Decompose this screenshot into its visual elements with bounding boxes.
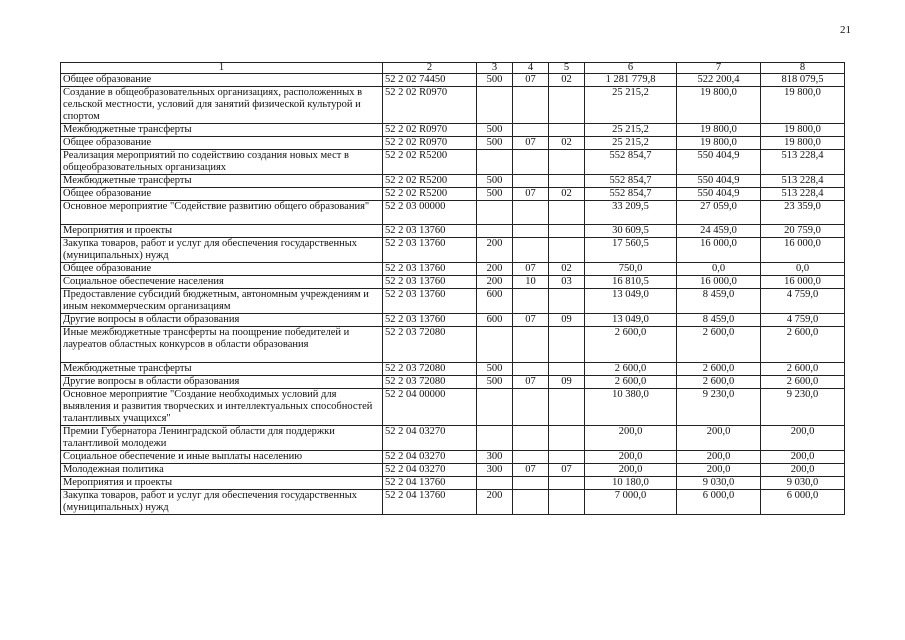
subsection-cell bbox=[549, 175, 585, 188]
code-cell: 52 2 04 00000 bbox=[383, 389, 477, 426]
section-cell bbox=[513, 426, 549, 451]
section-cell bbox=[513, 150, 549, 175]
amount-cell: 200,0 bbox=[677, 426, 761, 451]
table-row bbox=[61, 464, 845, 477]
amount-cell: 25 215,2 bbox=[585, 124, 677, 137]
amount-cell: 9 030,0 bbox=[677, 477, 761, 490]
header-cell: 1 bbox=[61, 63, 383, 74]
expense-type-cell: 500 bbox=[477, 124, 513, 137]
expense-type-cell bbox=[477, 225, 513, 238]
amount-cell: 19 800,0 bbox=[761, 87, 845, 124]
expense-type-cell: 500 bbox=[477, 137, 513, 150]
amount-cell: 13 049,0 bbox=[585, 289, 677, 314]
subsection-cell bbox=[549, 477, 585, 490]
name-cell: Общее образование bbox=[61, 263, 383, 276]
subsection-cell: 03 bbox=[549, 276, 585, 289]
code-cell: 52 2 02 R0970 bbox=[383, 137, 477, 150]
section-cell bbox=[513, 451, 549, 464]
amount-cell: 13 049,0 bbox=[585, 314, 677, 327]
amount-cell: 552 854,7 bbox=[585, 175, 677, 188]
amount-cell: 20 759,0 bbox=[761, 225, 845, 238]
amount-cell: 2 600,0 bbox=[677, 376, 761, 389]
expense-type-cell bbox=[477, 87, 513, 124]
amount-cell: 200,0 bbox=[677, 451, 761, 464]
code-cell: 52 2 03 72080 bbox=[383, 376, 477, 389]
table-row bbox=[61, 276, 845, 289]
amount-cell: 2 600,0 bbox=[585, 376, 677, 389]
expense-type-cell: 500 bbox=[477, 175, 513, 188]
subsection-cell: 09 bbox=[549, 376, 585, 389]
amount-cell: 16 000,0 bbox=[677, 238, 761, 263]
code-cell: 52 2 02 R0970 bbox=[383, 124, 477, 137]
table-row bbox=[61, 87, 845, 124]
code-cell: 52 2 03 13760 bbox=[383, 238, 477, 263]
amount-cell: 6 000,0 bbox=[677, 490, 761, 515]
table-row bbox=[61, 137, 845, 150]
amount-cell: 4 759,0 bbox=[761, 289, 845, 314]
section-cell: 10 bbox=[513, 276, 549, 289]
amount-cell: 513 228,4 bbox=[761, 188, 845, 201]
amount-cell: 552 854,7 bbox=[585, 188, 677, 201]
expense-type-cell: 200 bbox=[477, 238, 513, 263]
code-cell: 52 2 03 13760 bbox=[383, 314, 477, 327]
subsection-cell bbox=[549, 124, 585, 137]
amount-cell: 6 000,0 bbox=[761, 490, 845, 515]
table-row bbox=[61, 201, 845, 225]
subsection-cell: 02 bbox=[549, 263, 585, 276]
amount-cell: 4 759,0 bbox=[761, 314, 845, 327]
subsection-cell bbox=[549, 87, 585, 124]
table-row bbox=[61, 426, 845, 451]
section-cell: 07 bbox=[513, 74, 549, 87]
name-cell: Социальное обеспечение населения bbox=[61, 276, 383, 289]
amount-cell: 25 215,2 bbox=[585, 87, 677, 124]
amount-cell: 19 800,0 bbox=[677, 137, 761, 150]
amount-cell: 200,0 bbox=[761, 451, 845, 464]
name-cell: Межбюджетные трансферты bbox=[61, 175, 383, 188]
expense-type-cell: 500 bbox=[477, 188, 513, 201]
amount-cell: 513 228,4 bbox=[761, 175, 845, 188]
header-cell: 3 bbox=[477, 63, 513, 74]
code-cell: 52 2 03 72080 bbox=[383, 327, 477, 363]
table-row bbox=[61, 389, 845, 426]
header-cell: 6 bbox=[585, 63, 677, 74]
amount-cell: 10 180,0 bbox=[585, 477, 677, 490]
subsection-cell bbox=[549, 327, 585, 363]
table-row bbox=[61, 188, 845, 201]
name-cell: Мероприятия и проекты bbox=[61, 225, 383, 238]
amount-cell: 2 600,0 bbox=[761, 363, 845, 376]
amount-cell: 200,0 bbox=[761, 464, 845, 477]
amount-cell: 33 209,5 bbox=[585, 201, 677, 225]
name-cell: Основное мероприятие "Создание необходимых условий для выявления и развития творческих и интеллектуальных способностей талантливых учащихся" bbox=[61, 389, 383, 426]
amount-cell: 200,0 bbox=[761, 426, 845, 451]
table-row bbox=[61, 175, 845, 188]
expense-type-cell: 500 bbox=[477, 363, 513, 376]
code-cell: 52 2 02 R0970 bbox=[383, 87, 477, 124]
amount-cell: 818 079,5 bbox=[761, 74, 845, 87]
expense-type-cell: 200 bbox=[477, 263, 513, 276]
section-cell: 07 bbox=[513, 188, 549, 201]
amount-cell: 2 600,0 bbox=[585, 363, 677, 376]
subsection-cell bbox=[549, 363, 585, 376]
header-cell: 5 bbox=[549, 63, 585, 74]
code-cell: 52 2 03 72080 bbox=[383, 363, 477, 376]
section-cell bbox=[513, 389, 549, 426]
amount-cell: 550 404,9 bbox=[677, 175, 761, 188]
table-row bbox=[61, 477, 845, 490]
amount-cell: 522 200,4 bbox=[677, 74, 761, 87]
header-cell: 7 bbox=[677, 63, 761, 74]
amount-cell: 550 404,9 bbox=[677, 188, 761, 201]
subsection-cell bbox=[549, 451, 585, 464]
section-cell: 07 bbox=[513, 137, 549, 150]
name-cell: Общее образование bbox=[61, 137, 383, 150]
code-cell: 52 2 02 R5200 bbox=[383, 175, 477, 188]
expense-type-cell: 600 bbox=[477, 289, 513, 314]
subsection-cell: 02 bbox=[549, 74, 585, 87]
subsection-cell bbox=[549, 426, 585, 451]
name-cell: Закупка товаров, работ и услуг для обеспечения государственных (муниципальных) нужд bbox=[61, 490, 383, 515]
header-row bbox=[61, 63, 845, 74]
amount-cell: 16 810,5 bbox=[585, 276, 677, 289]
amount-cell: 750,0 bbox=[585, 263, 677, 276]
amount-cell: 16 000,0 bbox=[761, 276, 845, 289]
header-cell: 4 bbox=[513, 63, 549, 74]
expense-type-cell bbox=[477, 201, 513, 225]
table-row bbox=[61, 490, 845, 515]
expense-type-cell bbox=[477, 477, 513, 490]
table-row bbox=[61, 363, 845, 376]
amount-cell: 200,0 bbox=[585, 451, 677, 464]
subsection-cell bbox=[549, 201, 585, 225]
amount-cell: 0,0 bbox=[761, 263, 845, 276]
amount-cell: 10 380,0 bbox=[585, 389, 677, 426]
table-row bbox=[61, 238, 845, 263]
code-cell: 52 2 02 R5200 bbox=[383, 188, 477, 201]
expense-type-cell: 500 bbox=[477, 376, 513, 389]
amount-cell: 200,0 bbox=[585, 426, 677, 451]
expense-type-cell: 600 bbox=[477, 314, 513, 327]
amount-cell: 19 800,0 bbox=[677, 124, 761, 137]
amount-cell: 25 215,2 bbox=[585, 137, 677, 150]
code-cell: 52 2 04 03270 bbox=[383, 451, 477, 464]
name-cell: Общее образование bbox=[61, 188, 383, 201]
section-cell bbox=[513, 201, 549, 225]
amount-cell: 19 800,0 bbox=[761, 124, 845, 137]
amount-cell: 200,0 bbox=[677, 464, 761, 477]
expense-type-cell bbox=[477, 426, 513, 451]
amount-cell: 2 600,0 bbox=[585, 327, 677, 363]
section-cell bbox=[513, 225, 549, 238]
subsection-cell bbox=[549, 490, 585, 515]
section-cell: 07 bbox=[513, 314, 549, 327]
table-row bbox=[61, 74, 845, 87]
name-cell: Другие вопросы в области образования bbox=[61, 376, 383, 389]
name-cell: Межбюджетные трансферты bbox=[61, 124, 383, 137]
name-cell: Закупка товаров, работ и услуг для обеспечения государственных (муниципальных) нужд bbox=[61, 238, 383, 263]
amount-cell: 9 230,0 bbox=[761, 389, 845, 426]
name-cell: Реализация мероприятий по содействию создания новых мест в общеобразовательных организациях bbox=[61, 150, 383, 175]
name-cell: Другие вопросы в области образования bbox=[61, 314, 383, 327]
amount-cell: 513 228,4 bbox=[761, 150, 845, 175]
amount-cell: 2 600,0 bbox=[761, 327, 845, 363]
section-cell bbox=[513, 327, 549, 363]
subsection-cell: 02 bbox=[549, 188, 585, 201]
page-number: 21 bbox=[840, 24, 851, 36]
amount-cell: 2 600,0 bbox=[677, 327, 761, 363]
code-cell: 52 2 04 13760 bbox=[383, 477, 477, 490]
name-cell: Социальное обеспечение и иные выплаты населению bbox=[61, 451, 383, 464]
table-row bbox=[61, 376, 845, 389]
amount-cell: 1 281 779,8 bbox=[585, 74, 677, 87]
expense-type-cell: 500 bbox=[477, 74, 513, 87]
table-row bbox=[61, 225, 845, 238]
amount-cell: 19 800,0 bbox=[761, 137, 845, 150]
section-cell: 07 bbox=[513, 376, 549, 389]
name-cell: Премии Губернатора Ленинградской области для поддержки талантливой молодежи bbox=[61, 426, 383, 451]
expense-type-cell: 300 bbox=[477, 464, 513, 477]
subsection-cell: 09 bbox=[549, 314, 585, 327]
amount-cell: 8 459,0 bbox=[677, 314, 761, 327]
expense-type-cell bbox=[477, 150, 513, 175]
header-cell: 2 bbox=[383, 63, 477, 74]
amount-cell: 30 609,5 bbox=[585, 225, 677, 238]
amount-cell: 8 459,0 bbox=[677, 289, 761, 314]
code-cell: 52 2 04 03270 bbox=[383, 464, 477, 477]
table-row bbox=[61, 327, 845, 363]
amount-cell: 7 000,0 bbox=[585, 490, 677, 515]
section-cell bbox=[513, 175, 549, 188]
code-cell: 52 2 04 03270 bbox=[383, 426, 477, 451]
code-cell: 52 2 02 74450 bbox=[383, 74, 477, 87]
table-row bbox=[61, 289, 845, 314]
section-cell bbox=[513, 477, 549, 490]
table-body bbox=[61, 74, 845, 515]
code-cell: 52 2 03 13760 bbox=[383, 276, 477, 289]
subsection-cell bbox=[549, 238, 585, 263]
expense-type-cell: 200 bbox=[477, 276, 513, 289]
amount-cell: 2 600,0 bbox=[761, 376, 845, 389]
name-cell: Молодежная политика bbox=[61, 464, 383, 477]
name-cell: Межбюджетные трансферты bbox=[61, 363, 383, 376]
section-cell bbox=[513, 124, 549, 137]
subsection-cell: 02 bbox=[549, 137, 585, 150]
expense-type-cell: 200 bbox=[477, 490, 513, 515]
amount-cell: 2 600,0 bbox=[677, 363, 761, 376]
amount-cell: 16 000,0 bbox=[677, 276, 761, 289]
name-cell: Иные межбюджетные трансферты на поощрение победителей и лауреатов областных конкурсов в области образования bbox=[61, 327, 383, 363]
amount-cell: 17 560,5 bbox=[585, 238, 677, 263]
budget-table bbox=[60, 62, 845, 515]
expense-type-cell bbox=[477, 327, 513, 363]
subsection-cell bbox=[549, 225, 585, 238]
expense-type-cell: 300 bbox=[477, 451, 513, 464]
section-cell: 07 bbox=[513, 263, 549, 276]
header-cell: 8 bbox=[761, 63, 845, 74]
code-cell: 52 2 02 R5200 bbox=[383, 150, 477, 175]
code-cell: 52 2 04 13760 bbox=[383, 490, 477, 515]
name-cell: Основное мероприятие "Содействие развитию общего образования" bbox=[61, 201, 383, 225]
section-cell bbox=[513, 363, 549, 376]
expense-type-cell bbox=[477, 389, 513, 426]
amount-cell: 9 030,0 bbox=[761, 477, 845, 490]
table-row bbox=[61, 314, 845, 327]
name-cell: Общее образование bbox=[61, 74, 383, 87]
name-cell: Предоставление субсидий бюджетным, автономным учреждениям и иным некоммерческим организациям bbox=[61, 289, 383, 314]
amount-cell: 27 059,0 bbox=[677, 201, 761, 225]
amount-cell: 550 404,9 bbox=[677, 150, 761, 175]
amount-cell: 9 230,0 bbox=[677, 389, 761, 426]
code-cell: 52 2 03 00000 bbox=[383, 201, 477, 225]
amount-cell: 200,0 bbox=[585, 464, 677, 477]
table-row bbox=[61, 150, 845, 175]
amount-cell: 24 459,0 bbox=[677, 225, 761, 238]
code-cell: 52 2 03 13760 bbox=[383, 225, 477, 238]
amount-cell: 23 359,0 bbox=[761, 201, 845, 225]
section-cell bbox=[513, 490, 549, 515]
subsection-cell: 07 bbox=[549, 464, 585, 477]
table-row bbox=[61, 263, 845, 276]
section-cell: 07 bbox=[513, 464, 549, 477]
subsection-cell bbox=[549, 289, 585, 314]
amount-cell: 552 854,7 bbox=[585, 150, 677, 175]
section-cell bbox=[513, 289, 549, 314]
amount-cell: 0,0 bbox=[677, 263, 761, 276]
amount-cell: 16 000,0 bbox=[761, 238, 845, 263]
section-cell bbox=[513, 87, 549, 124]
subsection-cell bbox=[549, 150, 585, 175]
amount-cell: 19 800,0 bbox=[677, 87, 761, 124]
code-cell: 52 2 03 13760 bbox=[383, 263, 477, 276]
table-row bbox=[61, 451, 845, 464]
name-cell: Создание в общеобразовательных организациях, расположенных в сельской местности, условий для занятий физической культурой и спортом bbox=[61, 87, 383, 124]
name-cell: Мероприятия и проекты bbox=[61, 477, 383, 490]
table-row bbox=[61, 124, 845, 137]
subsection-cell bbox=[549, 389, 585, 426]
code-cell: 52 2 03 13760 bbox=[383, 289, 477, 314]
section-cell bbox=[513, 238, 549, 263]
